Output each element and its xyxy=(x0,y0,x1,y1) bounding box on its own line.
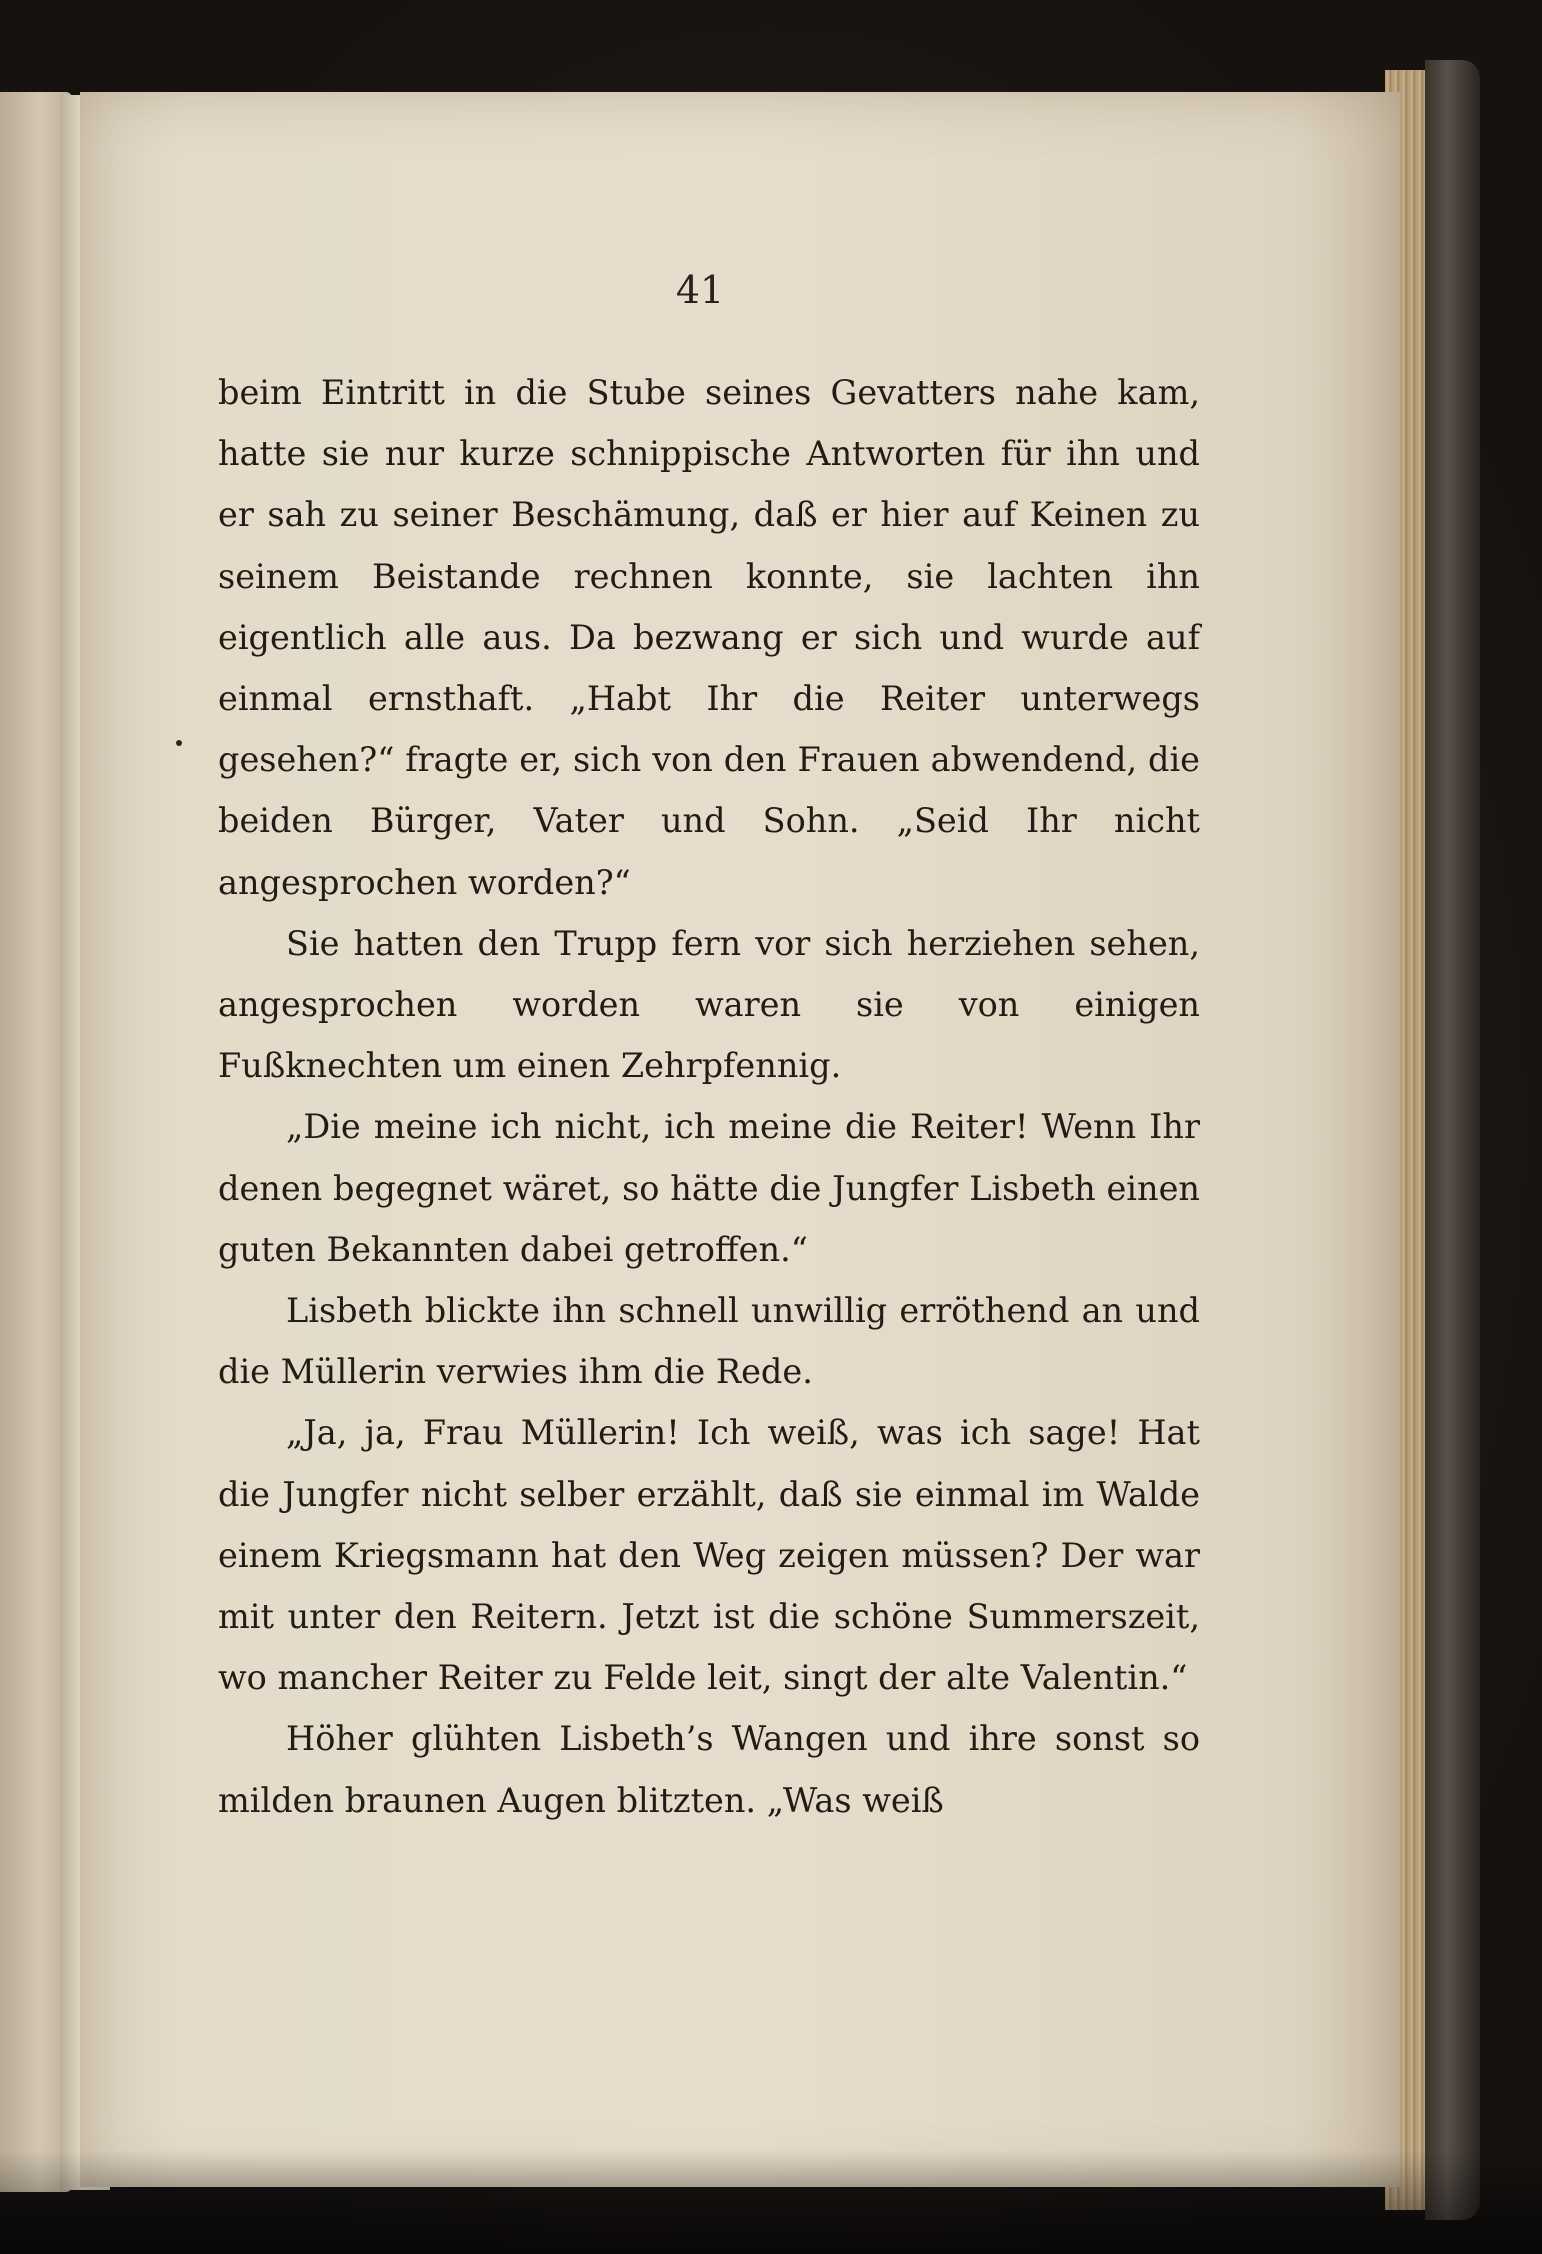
page-number: 41 xyxy=(675,268,725,312)
paragraph: Höher glühten Lisbeth’s Wangen und ihre sonst so milden braunen Augen blitzten. „Was weiß xyxy=(218,1719,1200,1820)
paragraph: beim Eintritt in die Stube seines Gevatters nahe kam, hatte sie nur kurze schnippische Antworten für ihn und er sah zu seiner Beschämung, daß er hier auf Keinen zu seinem Beistande rechnen konnte, sie lachten ihn eigentlich alle aus. Da bezwang er sich und wurde auf einmal ernsthaft. „Habt Ihr die Reiter unterwegs gesehen?“ fragte er, sich von den Frauen abwendend, die beiden Bürger, Vater und Sohn. „Seid Ihr nicht angesprochen worden?“ xyxy=(218,373,1200,902)
paragraph: Sie hatten den Trupp fern vor sich herziehen sehen, angesprochen worden waren sie von einigen Fußknechten um einen Zehrpfennig. xyxy=(218,923,1200,1086)
stray-ink-mark xyxy=(176,740,182,746)
bottom-shadow xyxy=(0,2150,1542,2254)
book-cover-edge xyxy=(1425,60,1480,2220)
paragraph: Lisbeth blickte ihn schnell unwillig erröthend an und die Müllerin verwies ihm die Rede. xyxy=(218,1291,1200,1392)
paragraph: „Ja, ja, Frau Müllerin! Ich weiß, was ich sage! Hat die Jungfer nicht selber erzählt, daß sie einmal im Walde einem Kriegsmann hat den Weg zeigen müssen? Der war mit unter den Reitern. Jetzt ist die schöne Summerszeit, wo mancher Reiter zu Felde leit, singt der alte Valentin.“ xyxy=(218,1413,1200,1698)
paragraph: „Die meine ich nicht, ich meine die Reiter! Wenn Ihr denen begegnet wäret, so hätte die Jungfer Lisbeth einen guten Bekannten dabei getroffen.“ xyxy=(218,1107,1200,1269)
page-text xyxy=(218,362,1200,1831)
